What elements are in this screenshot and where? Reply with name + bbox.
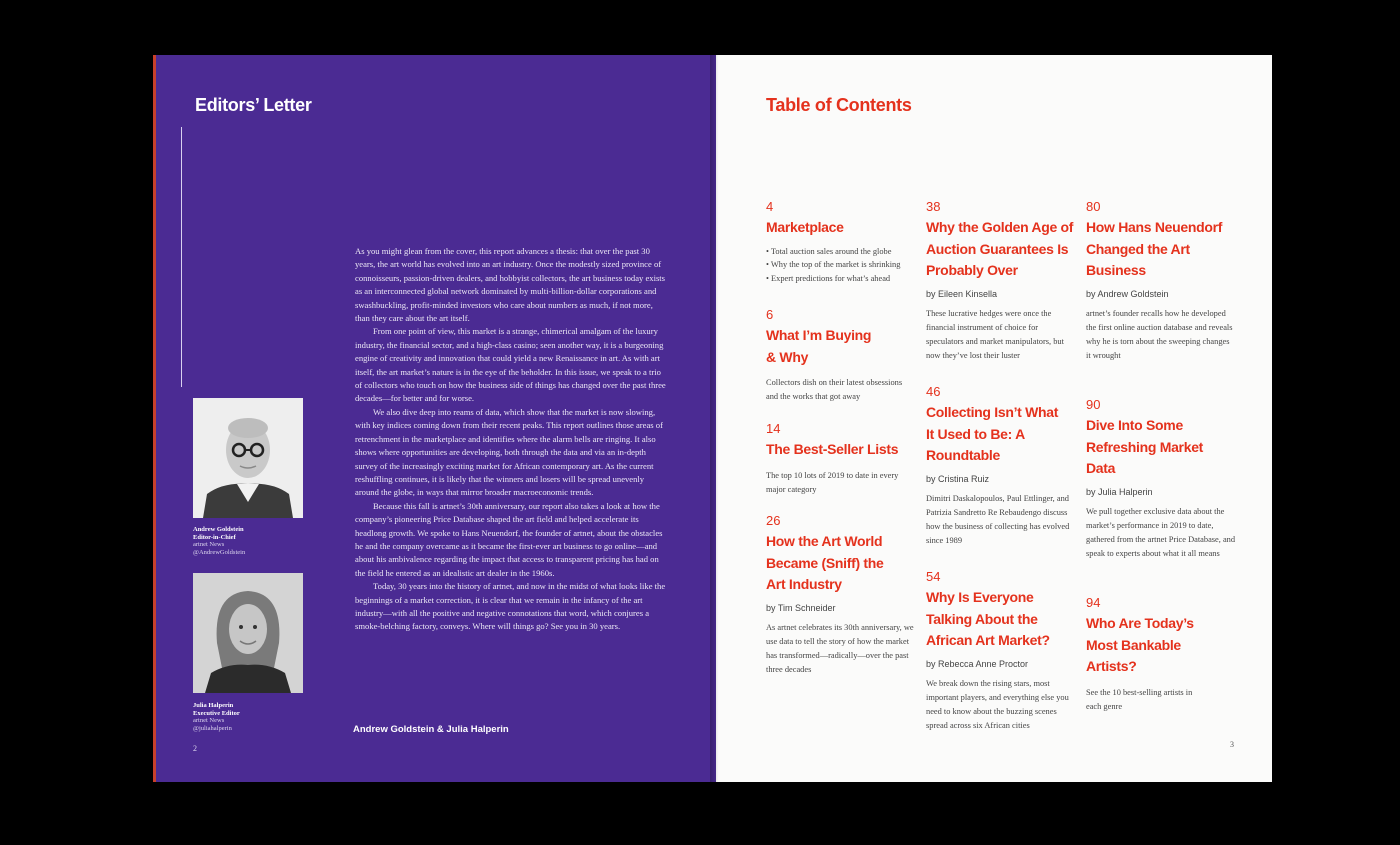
toc-page-number: 54 [926,569,941,584]
editor-handle: @juliahalperin [193,724,232,732]
toc-entry-description: See the 10 best-selling artists in each genre [1086,687,1193,711]
toc-entry-title: Why Is Everyone Talking About the African Art Market? [926,589,1050,648]
toc-entry-title: How Hans Neuendorf Changed the Art Business [1086,219,1223,278]
toc-entry-auction-guarantees[interactable] [926,199,1076,363]
page-number-left: 2 [193,744,197,753]
letter-paragraph: From one point of view, this market is a strange, chimerical amalgam of the luxury industry, the financial sector, and a high-class casino; seen another way, it is a burgeoning engine of creativity and innovation that could yield a new Renaissance in art. As with art itself, the art market’s nature is in the eye of the beholder. In this issue, we speak to a trio of collectors who touch on how the business side of things has changed over the past three decades—for better and for worse. [355,326,666,404]
toc-page-number: 6 [766,307,774,322]
toc-entry-title: How the Art World Became (Sniff) the Art Industry [766,533,884,592]
editor-photo-julia-halperin [193,573,303,693]
toc-entry-marketplace[interactable] [766,199,916,285]
toc-page-number: 94 [1086,595,1101,610]
toc-bullet: • Total auction sales around the globe [766,246,892,256]
toc-page-number: 80 [1086,199,1101,214]
editor-caption-andrew-goldstein [193,526,245,556]
editor-role: Editor-in-Chief [193,533,236,541]
toc-entry-best-seller-lists[interactable] [766,421,916,497]
toc-entry-description: artnet’s founder recalls how he developed the first online auction database and reveals why he is torn about the sweeping changes it wrought [1086,308,1233,360]
letter-paragraph: Because this fall is artnet’s 30th anniversary, our report also takes a look at how the company’s pioneering Price Database shaped the art field and helped accelerate its headlong growth. We spoke to Hans Neuendorf, the founder of artnet, about the obstacles he and the company overcame as it became the first-ever art business to go online—and about his ambivalence regarding the impact that access to transparent pricing has had on the field he entered as an idealistic art dealer in the 1960s. [355,500,663,578]
toc-title: Table of Contents [766,95,912,115]
toc-entry-market-data[interactable] [1086,397,1236,561]
toc-entry-description: The top 10 lots of 2019 to date in every major category [766,470,899,494]
editor-outlet: artnet News [193,541,225,548]
toc-bullet: • Expert predictions for what’s ahead [766,273,891,283]
editor-handle: @AndrewGoldstein [193,548,246,556]
editor-caption-julia-halperin [193,702,240,732]
toc-entry-description: We pull together exclusive data about the market’s performance in 2019 to date, gathered from the artnet Price Database, and speak to experts about what it all means [1086,506,1236,558]
toc-entry-african-art-market[interactable] [926,569,1076,733]
portrait-woman-illustration [193,573,303,693]
table-of-contents-page [716,55,1272,782]
toc-entry-bankable-artists[interactable] [1086,595,1236,714]
toc-entry-title: What I’m Buying & Why [766,327,872,365]
toc-page-number: 90 [1086,397,1101,412]
editors-letter-title: Editors’ Letter [195,95,312,115]
toc-entry-title: Collecting Isn’t What It Used to Be: A Roundtable [926,404,1059,463]
vertical-rule [181,127,182,387]
editor-outlet: artnet News [193,717,225,724]
toc-entry-title: Dive Into Some Refreshing Market Data [1086,417,1204,476]
page-number-right: 3 [1230,740,1234,749]
toc-entry-bullets [766,245,916,286]
letter-paragraph: We also dive deep into reams of data, which show that the market is now slowing, with key indices coming down from their recent peaks. This report outlines those areas of retrenchment in the marketplace and identifies where the alarm bells are ringing. It also shows where opportunities are developing, both through the data and via an in-depth survey of the increasingly exciting market for African contemporary art. As the current reshuffling continues, it is likely that the winners and losers will be spread unevenly around the globe, in ways that mirror broader macroeconomic trends. [355,406,663,498]
toc-bullet: • Why the top of the market is shrinking [766,260,901,269]
toc-entry-description: Collectors dish on their latest obsessions and the works that got away [766,378,903,401]
letter-paragraph: Today, 30 years into the history of artnet, and now in the midst of what looks like the beginnings of a market correction, it is clear that we remain in the infancy of the art industry—with all the positive and negative connotations that word, which conjures a smoke-belching factory, conveys. Where will things go? See you in 30 years. [355,581,666,632]
editor-role: Executive Editor [193,709,240,717]
toc-page-number: 46 [926,384,941,399]
toc-page-number: 38 [926,199,941,214]
letter-signature: Andrew Goldstein & Julia Halperin [353,724,509,735]
editors-letter-page [153,55,716,782]
toc-page-number: 4 [766,199,774,214]
toc-page-number: 26 [766,513,781,528]
toc-entry-byline: by Tim Schneider [766,602,836,613]
portrait-man-illustration [193,398,303,518]
toc-entry-title: Who Are Today’s Most Bankable Artists? [1086,615,1194,674]
toc-entry-collecting-roundtable[interactable] [926,384,1076,548]
toc-entry-what-im-buying[interactable] [766,307,916,404]
toc-entry-byline: by Eileen Kinsella [926,288,998,299]
toc-entry-byline: by Julia Halperin [1086,486,1153,497]
editor-photo-andrew-goldstein [193,398,303,518]
toc-entry-byline: by Andrew Goldstein [1086,288,1169,299]
toc-entry-art-industry[interactable] [766,513,916,677]
editors-letter-body [355,245,667,634]
editor-name: Julia Halperin [193,702,234,709]
toc-entry-title: The Best-Seller Lists [766,441,899,457]
toc-entry-description: Dimitri Daskalopoulos, Paul Ettlinger, and Patrizia Sandretto Re Rebaudengo discuss how the business of collecting has evolved since 1989 [926,493,1070,545]
toc-entry-description: We break down the rising stars, most important players, and everything else you need to know about the buzzing scenes spread across six African cities [926,678,1069,730]
toc-entry-description: These lucrative hedges were once the financial instrument of choice for speculators and market manipulators, but now they’ve lost their luster [926,308,1064,360]
letter-paragraph: As you might glean from the cover, this report advances a thesis: that over the past 30 years, the art world has evolved into an art industry. Once the modestly sized province of connoisseurs, passion-driven dealers, and hobbyist collectors, the art business today exists as an interconnected global network dominated by multi-billion-dollar corporations and swashbuckling, profit-minded investors who care about numbers as much, if not more, than they care about the art itself. [355,246,666,324]
toc-entry-hans-neuendorf[interactable] [1086,199,1236,363]
toc-page-number: 14 [766,421,781,436]
editor-name: Andrew Goldstein [193,526,244,533]
toc-entry-title: Marketplace [766,219,844,235]
toc-entry-byline: by Rebecca Anne Proctor [926,658,1029,669]
toc-entry-byline: by Cristina Ruiz [926,473,990,484]
toc-entry-title: Why the Golden Age of Auction Guarantees Is Probably Over [926,219,1074,278]
toc-entry-description: As artnet celebrates its 30th anniversary, we use data to tell the story of how the market has transformed—radically—over the past three decades [766,622,914,674]
